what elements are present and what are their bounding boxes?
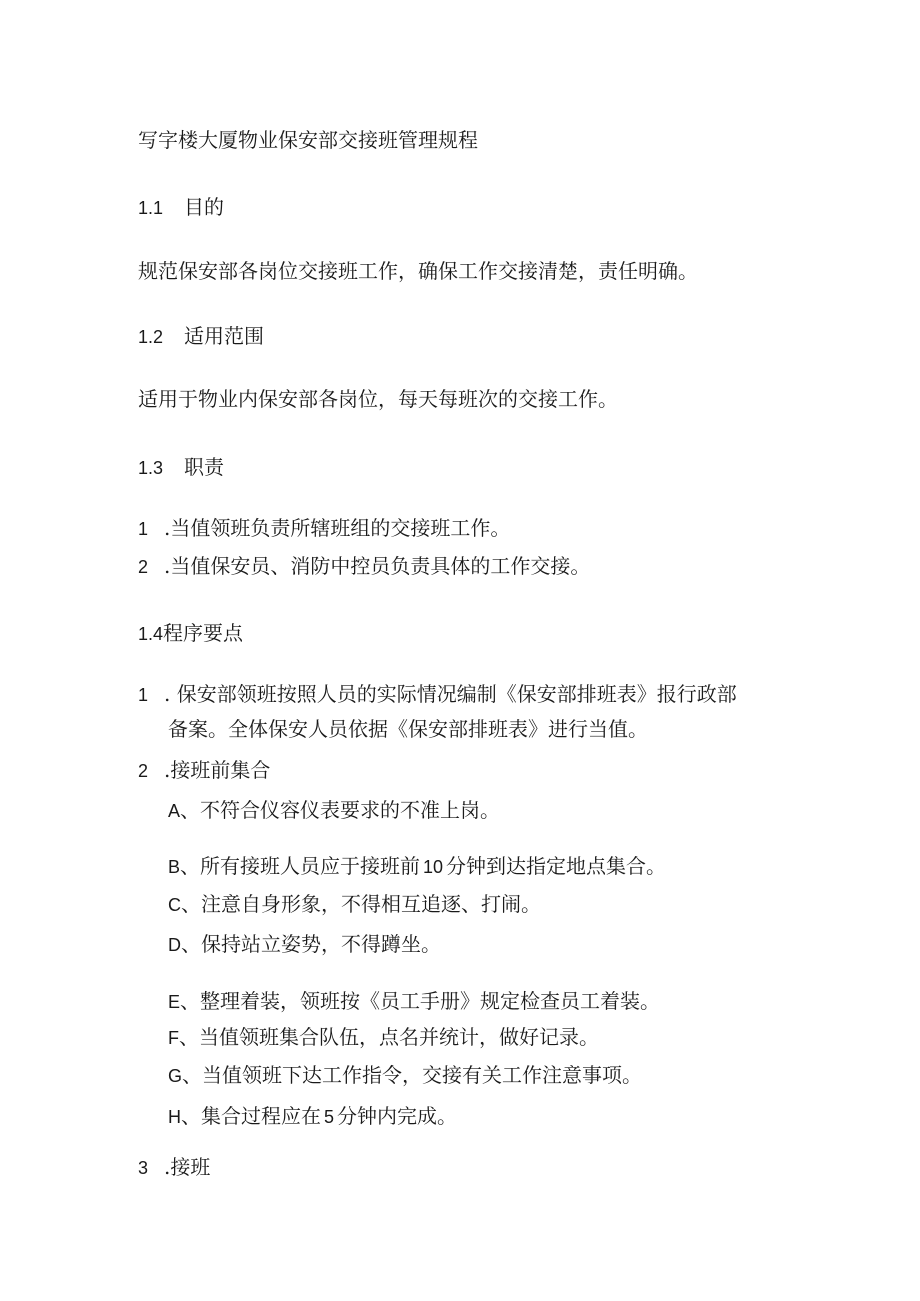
document-title: 写字楼大厦物业保安部交接班管理规程 <box>138 128 478 152</box>
section-number: 1.1 <box>138 198 164 218</box>
section-number: 1.2 <box>138 327 164 347</box>
sub-item-f: F、当值领班集合队伍，点名并统计，做好记录。 <box>168 1025 599 1049</box>
sub-item-b: B、所有接班人员应于接班前 10 分钟到达指定地点集合。 <box>168 854 667 878</box>
section-1-4 <box>138 620 243 647</box>
section-1-3 <box>138 454 224 481</box>
procedure-item-1-continuation: 备案。全体保安人员依据《保安部排班表》进行当值。 <box>168 717 648 741</box>
sub-item-g: G、当值领班下达工作指令，交接有关工作注意事项。 <box>168 1063 643 1087</box>
sub-item-e: E、整理着装，领班按《员工手册》规定检查员工着装。 <box>168 989 661 1013</box>
procedure-item-1: 1 . 保安部领班按照人员的实际情况编制《保安部排班表》报行政部 <box>138 682 737 706</box>
sub-item-h: H、集合过程应在 5 分钟内完成。 <box>168 1104 458 1128</box>
section-heading: 目的 <box>184 195 224 219</box>
list-item: 2 .当值保安员、消防中控员负责具体的工作交接。 <box>138 554 591 578</box>
section-1-1 <box>138 194 224 221</box>
sub-item-c: C、注意自身形象，不得相互追逐、打闹。 <box>168 892 541 916</box>
paragraph-scope: 适用于物业内保安部各岗位，每天每班次的交接工作。 <box>138 387 618 411</box>
procedure-item-2: 2 .接班前集合 <box>138 758 271 782</box>
sub-item-a: A、不符合仪容仪表要求的不准上岗。 <box>168 798 501 822</box>
section-1-2 <box>138 323 264 350</box>
section-heading: 职责 <box>184 455 224 479</box>
procedure-item-3: 3 .接班 <box>138 1155 211 1179</box>
sub-item-d: D、保持站立姿势，不得蹲坐。 <box>168 932 441 956</box>
paragraph-purpose: 规范保安部各岗位交接班工作，确保工作交接清楚，责任明确。 <box>138 259 698 283</box>
section-heading: 适用范围 <box>184 324 264 348</box>
list-item: 1 .当值领班负责所辖班组的交接班工作。 <box>138 516 511 540</box>
section-heading: 程序要点 <box>163 621 244 645</box>
section-number: 1.3 <box>138 458 164 478</box>
section-number: 1.4 <box>138 624 164 644</box>
